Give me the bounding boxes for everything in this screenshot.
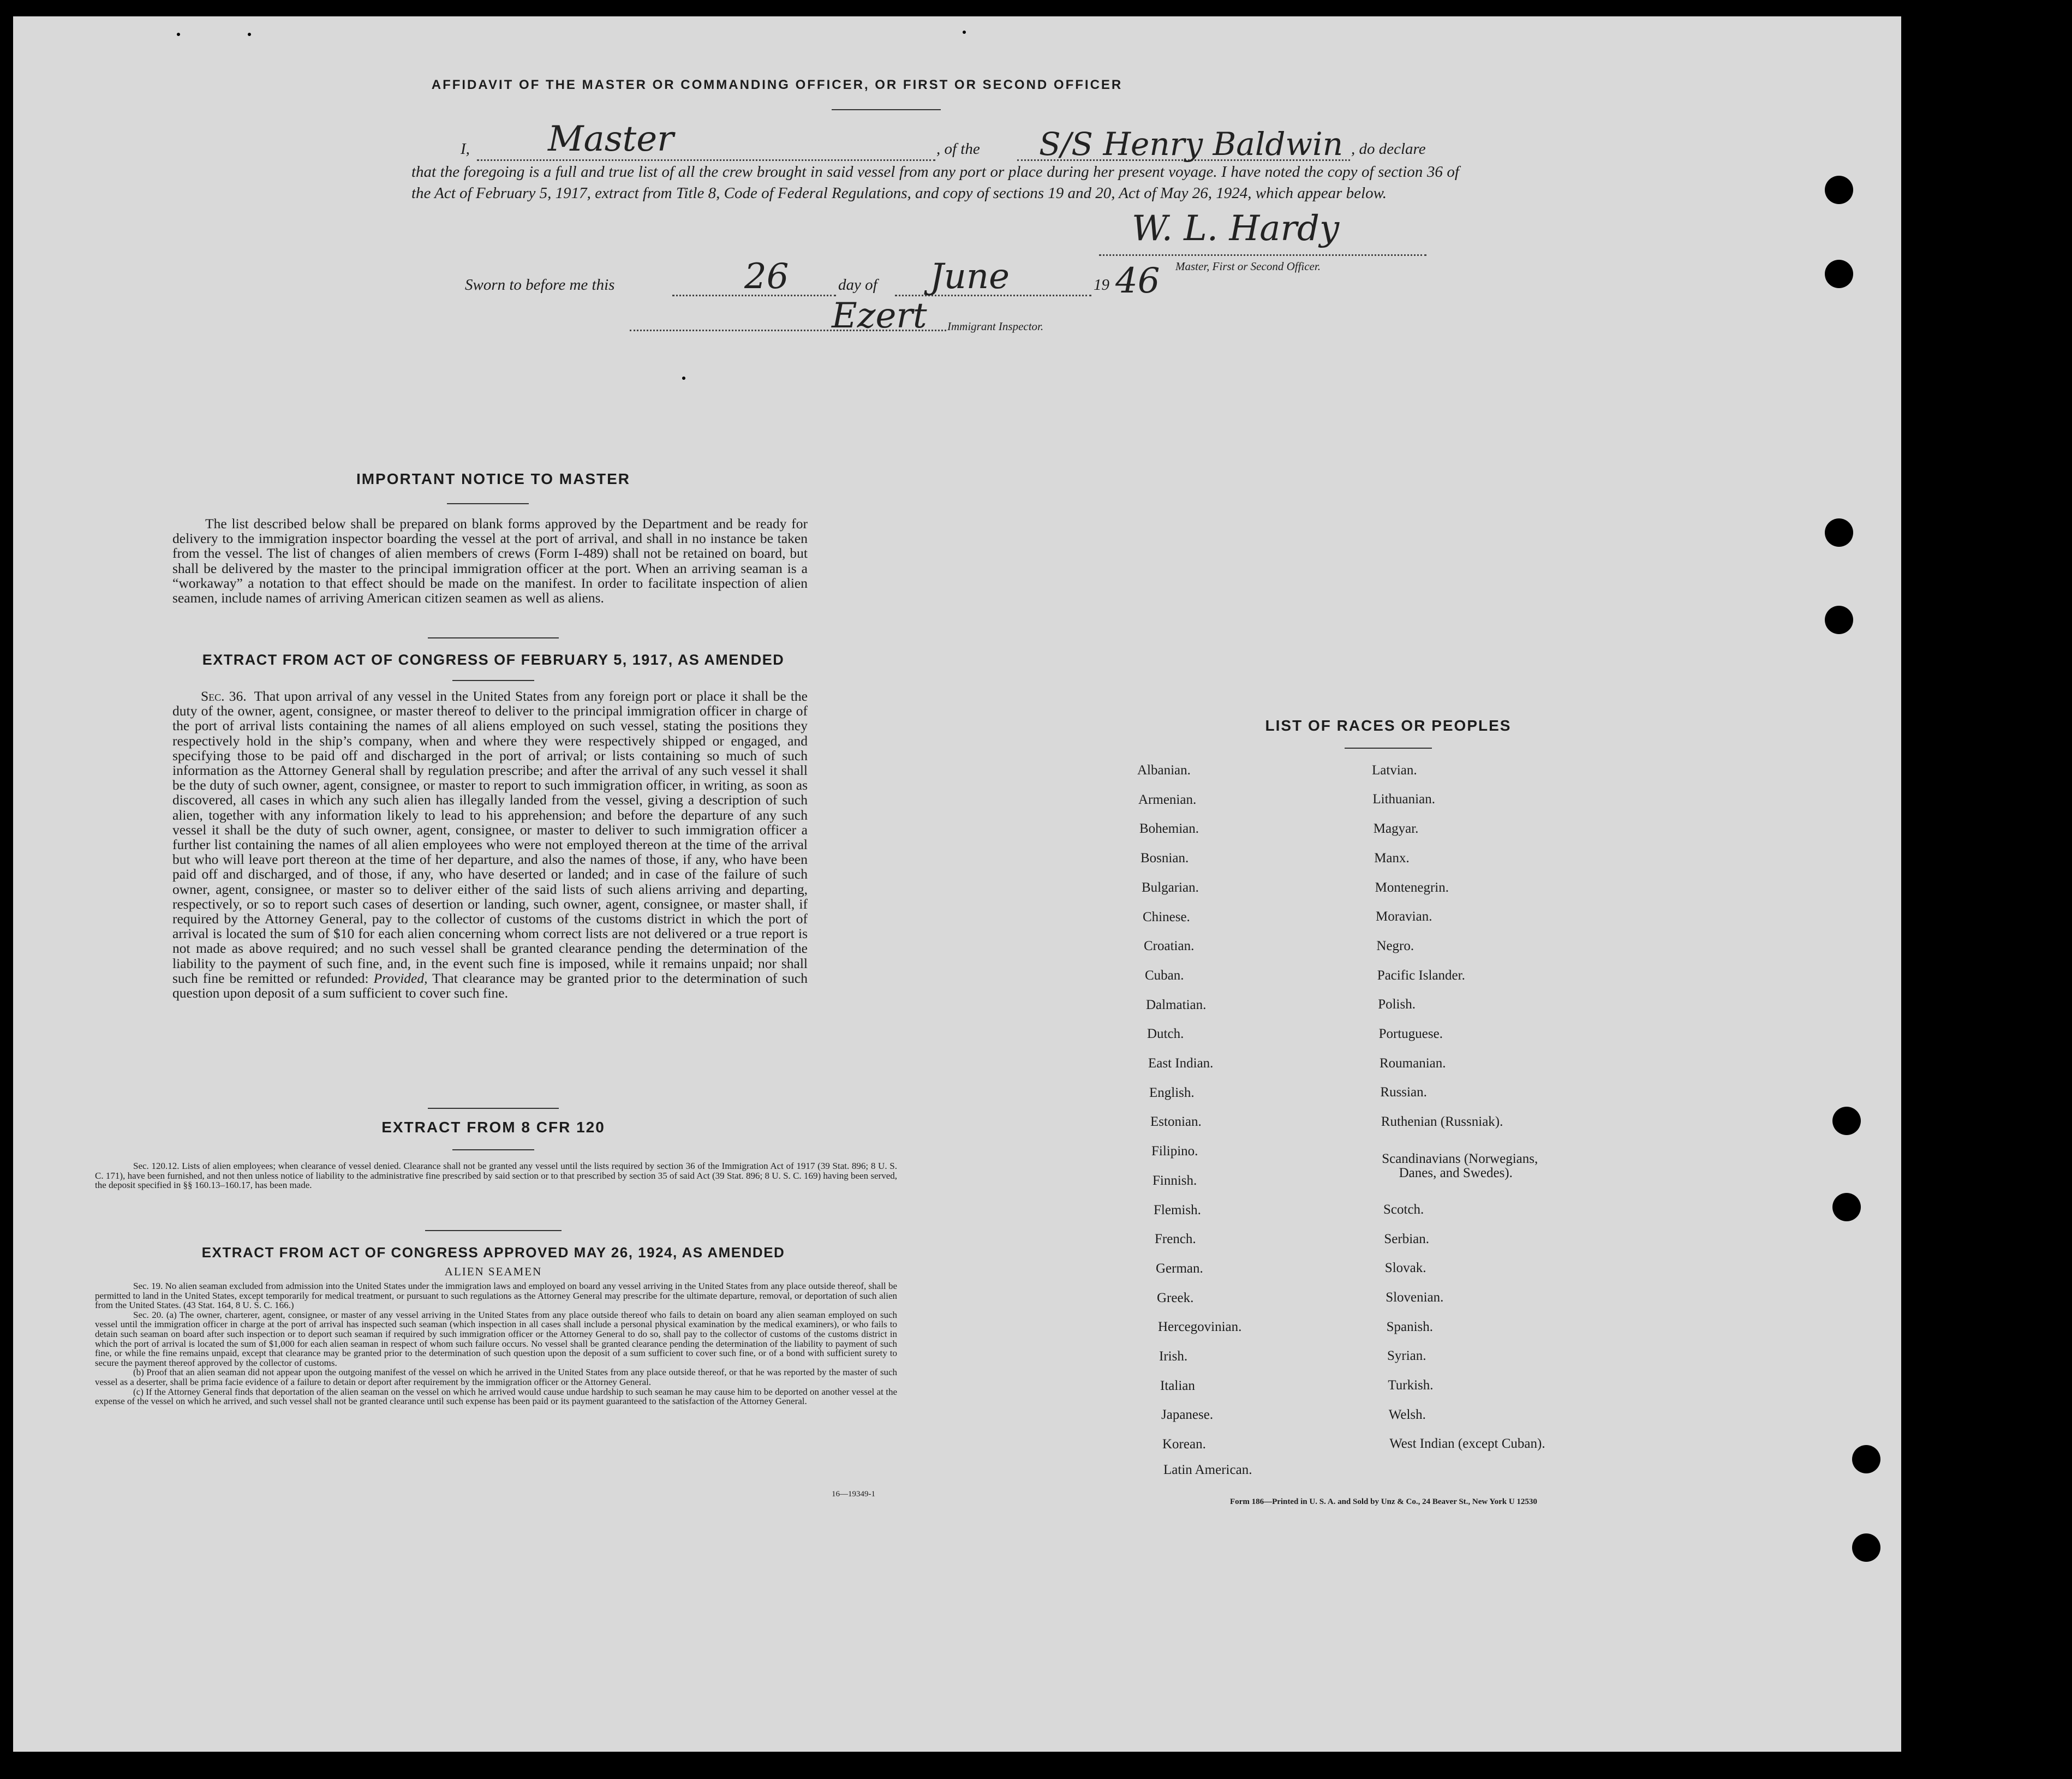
race-item: Chinese. bbox=[1143, 909, 1190, 924]
sec20a: Sec. 20. (a) The owner, charterer, agent, consignee, or master of any vessel arriving in the United States from any place outside thereof who fails to detain on board any alien seaman employed on such vessel until the immigration officer in charge at the port of arrival has inspected such seaman (which inspection in all cases shall include a personal physical examination by the medical examiners), or who fails to detain such seaman on board after such inspection or to deport such seaman if required by such immigration officer or the Attorney General to do so, shall pay to the collector of customs of the customs district in which the port of arrival is located the sum of $1,000 for each alien seaman in respect of whom such failure occurs. No vessel shall be granted clearance pending the determination of the liability to payment of such fine, or while the fine remains unpaid, except that clearance may be granted prior to the determination of such question upon the deposit of a sum sufficient to cover such fine, or of a bond with sufficient surety to secure the payment thereof approved by the collector of customs. bbox=[95, 1309, 897, 1368]
race-item: Bosnian. bbox=[1141, 851, 1189, 866]
race-item: Slovenian. bbox=[1386, 1290, 1444, 1305]
handwritten-day: 26 bbox=[744, 256, 789, 297]
affidavit-title: AFFIDAVIT OF THE MASTER OR COMMANDING OFFICER, OR FIRST OR SECOND OFFICER bbox=[431, 77, 1123, 92]
punch-hole bbox=[1825, 518, 1853, 547]
race-item: Manx. bbox=[1374, 851, 1410, 865]
race-item: Danes, and Swedes). bbox=[1399, 1166, 1513, 1180]
declare-mid: , of the bbox=[936, 140, 980, 158]
race-item: Greek. bbox=[1157, 1290, 1194, 1305]
race-item: West Indian (except Cuban). bbox=[1389, 1436, 1545, 1451]
race-item: Latin American. bbox=[1163, 1462, 1252, 1477]
race-item: Syrian. bbox=[1387, 1348, 1426, 1363]
race-item: Roumanian. bbox=[1380, 1056, 1446, 1071]
sworn-prefix: Sworn to before me this bbox=[465, 276, 615, 294]
master-signature: W. L. Hardy bbox=[1132, 208, 1340, 249]
race-item: Finnish. bbox=[1153, 1173, 1197, 1188]
provided: Provided, bbox=[373, 970, 428, 986]
race-item: English. bbox=[1149, 1085, 1195, 1100]
race-item: Scotch. bbox=[1383, 1202, 1424, 1217]
race-item: Polish. bbox=[1378, 997, 1416, 1012]
punch-hole bbox=[1825, 176, 1853, 204]
notice-title: IMPORTANT NOTICE TO MASTER bbox=[356, 470, 631, 487]
race-item: Montenegrin. bbox=[1375, 880, 1449, 895]
sec36-text: That upon arrival of any vessel in the United States from any foreign port or place it shall be the duty of the owner, agent, consignee, or master thereof to deliver to the principal immigration officer in charge of the port of arrival lists containing the names of all aliens employed on such vessel, stating the positions they respectively hold in the ship’s company, when and where they were respectively shipped or engaged, and specifying those to be paid off and discharged in the port of arrival; or lists containing so much of such information as the Attorney General shall by regulation prescribe; and after the arrival of any such vessel it shall be the duty of such owner, agent, consignee, or master to report to such immigration officer, in writing, as soon as discovered, all cases in which any such alien has illegally landed from the vessel, giving a description of such alien, together with any information likely to lead to his apprehension; and before the departure of any such vessel it shall be the duty of such owner, agent, consignee, or master to deliver to such immigration officer a further list containing the names of all alien employees who were not employed thereon at the time of the arrival but who will leave port thereon at the time of her departure, and also the names of those, if any, who have been paid off and discharged, and of those, if any, who have deserted or landed; and in case of the failure of such owner, agent, consignee, or master so to deliver either of the said lists of such aliens arriving and departing, respectively, or so to report such cases of desertion or landing, such owner, agent, consignee, or master shall, if required by the Attorney General, pay to the collector of customs of the customs district in which the port of arrival is located the sum of $10 for each alien concerning whom correct lists are not delivered or a true report is not made as above required; and no such vessel shall be granted clearance pending the determination of the liability to the payment of such fine, and, in the event such fine is imposed, while it remains unpaid; nor shall such fine be remitted or refunded: bbox=[172, 688, 808, 986]
extract-1924-body bbox=[95, 1281, 897, 1406]
race-item: Japanese. bbox=[1161, 1407, 1214, 1423]
race-item: Dutch. bbox=[1147, 1026, 1184, 1042]
race-item: Dalmatian. bbox=[1146, 997, 1207, 1012]
race-item: French. bbox=[1155, 1232, 1196, 1247]
race-item: Moravian. bbox=[1376, 909, 1432, 924]
sec19: Sec. 19. No alien seaman excluded from admission into the United States under the immigration laws and employed on board any vessel arriving in the United States from any place outside thereof, shall be permitted to land in the United States, except temporarily for medical treatment, or pursuant to such regulations as the Attorney General may prescribe for the ultimate departure, removal, or deportation of such alien from the United States. (43 Stat. 164, 8 U. S. C. 166.) bbox=[95, 1281, 897, 1311]
race-item: Irish. bbox=[1159, 1349, 1188, 1364]
printer-footer: Form 186—Printed in U. S. A. and Sold by Unz & Co., 24 Beaver St., New York U 12530 bbox=[1230, 1497, 1537, 1506]
sec36-text-end: That clearance may be granted prior to the determination of such question upon deposit of a sum sufficient to cover such fine. bbox=[172, 970, 808, 1001]
affidavit-body: that the foregoing is a full and true list of all the crew brought in said vessel from any port or place during her present voyage. I have noted the copy of section 36 of the Act of February 5, 1917, extract from Title 8, Code of Federal Regulations, and copy of sections 19 and 20, Act of May 26, 1924, which appear below. bbox=[411, 163, 1459, 202]
race-item: Russian. bbox=[1380, 1085, 1427, 1100]
divider bbox=[428, 1108, 559, 1109]
speck bbox=[963, 31, 966, 34]
master-line bbox=[1099, 254, 1426, 256]
race-item: Italian bbox=[1160, 1378, 1195, 1393]
master-label: Master, First or Second Officer. bbox=[1175, 260, 1321, 273]
inspector-signature: Ezert bbox=[832, 296, 927, 336]
sworn-day-label: day of bbox=[838, 276, 877, 294]
extract-1917-title: EXTRACT FROM ACT OF CONGRESS OF FEBRUARY 5, 1917, AS AMENDED bbox=[202, 652, 785, 668]
year-prefix: 19 bbox=[1094, 276, 1109, 294]
race-item: Croatian. bbox=[1144, 939, 1195, 954]
inspector-label: Immigrant Inspector. bbox=[947, 320, 1044, 333]
name-line bbox=[477, 159, 935, 161]
sec36-body bbox=[172, 689, 808, 1000]
speck bbox=[177, 33, 180, 36]
divider bbox=[428, 637, 559, 638]
race-item: Latvian. bbox=[1372, 763, 1417, 778]
title-rule bbox=[832, 109, 941, 110]
race-item: Cuban. bbox=[1145, 968, 1184, 983]
race-item: Ruthenian (Russniak). bbox=[1381, 1114, 1503, 1129]
extract-1924-subtitle: ALIEN SEAMEN bbox=[444, 1265, 542, 1278]
declare-prefix: I, bbox=[461, 140, 470, 158]
race-item: Spanish. bbox=[1386, 1320, 1434, 1334]
handwritten-name: Master bbox=[548, 119, 674, 159]
races-title: LIST OF RACES OR PEOPLES bbox=[1265, 717, 1512, 734]
punch-hole bbox=[1832, 1193, 1861, 1221]
race-item: Serbian. bbox=[1384, 1232, 1430, 1246]
sec20b: (b) Proof that an alien seaman did not appear upon the outgoing manifest of the vessel on which he arrived in the United States from any place outside thereof, or that he was reported by the master of such vessel as a deserter, shall be prima facie evidence of a failure to detain or deport after requirement by the immigration officer or the Attorney General. bbox=[95, 1367, 897, 1387]
race-item: Pacific Islander. bbox=[1377, 968, 1465, 983]
race-item: Turkish. bbox=[1388, 1378, 1434, 1393]
race-item: Bohemian. bbox=[1139, 821, 1199, 837]
race-item: East Indian. bbox=[1148, 1056, 1214, 1071]
form-page bbox=[13, 16, 1901, 1752]
race-item: Albanian. bbox=[1137, 763, 1191, 778]
race-item: Armenian. bbox=[1138, 792, 1197, 807]
race-item: Negro. bbox=[1376, 939, 1414, 953]
cfr-body: Sec. 120.12. Lists of alien employees; when clearance of vessel denied. Clearance shall not be granted any vessel until the lists required by section 36 of the Immigration Act of 1917 (39 Stat. 896; 8 U. S. C. 171), have been furnished, and not then unless notice of liability to the administrative fine prescribed by said section or to that prescribed by section 35 of said Act (39 Stat. 896; 8 U. S. C. 169) having been served, the deposit specified in §§ 160.13–160.17, has been made. bbox=[95, 1161, 897, 1191]
notice-rule bbox=[447, 503, 529, 504]
punch-hole bbox=[1852, 1445, 1880, 1473]
speck bbox=[248, 33, 251, 36]
notice-body: The list described below shall be prepared on blank forms approved by the Department and be ready for delivery to the immigration inspector boarding the vessel at the port of arrival, and shall in no instance be taken from the vessel. The list of changes of alien members of crews (Form I-489) shall not be retained on board, but shall be delivered by the master to the principal immigration officer at the port. When an arriving seaman is a “workaway” a notation to that effect should be made on the manifest. In order to facilitate inspection of alien seamen, include names of arriving American citizen seamen as well as aliens. bbox=[172, 516, 808, 606]
punch-hole bbox=[1832, 1107, 1861, 1135]
divider bbox=[425, 1230, 562, 1231]
race-item: Korean. bbox=[1162, 1437, 1206, 1452]
race-item: Estonian. bbox=[1150, 1114, 1202, 1130]
races-rule bbox=[1345, 748, 1432, 749]
punch-hole bbox=[1852, 1533, 1880, 1562]
sec36-label: Sec. 36. bbox=[201, 688, 247, 704]
punch-hole bbox=[1825, 606, 1853, 634]
inspector-line bbox=[630, 330, 946, 331]
race-item: Hercegovinian. bbox=[1158, 1320, 1242, 1335]
extract-1917-rule bbox=[452, 680, 534, 681]
speck bbox=[682, 377, 685, 380]
race-item: Slovak. bbox=[1384, 1261, 1426, 1275]
form-code: 16—19349-1 bbox=[832, 1490, 875, 1499]
race-item: German. bbox=[1156, 1261, 1203, 1276]
race-item: Filipino. bbox=[1151, 1144, 1198, 1159]
extract-1924-title: EXTRACT FROM ACT OF CONGRESS APPROVED MAY 26, 1924, AS AMENDED bbox=[201, 1244, 785, 1261]
race-item: Portuguese. bbox=[1378, 1026, 1443, 1041]
race-item: Lithuanian. bbox=[1372, 792, 1435, 807]
handwritten-month: June bbox=[930, 256, 1010, 297]
race-item: Flemish. bbox=[1154, 1202, 1201, 1217]
race-item: Welsh. bbox=[1388, 1407, 1426, 1422]
handwritten-vessel: S/S Henry Baldwin bbox=[1039, 126, 1343, 163]
race-item: Magyar. bbox=[1373, 821, 1419, 836]
punch-hole bbox=[1825, 260, 1853, 288]
handwritten-year: 46 bbox=[1115, 261, 1160, 301]
race-item: Bulgarian. bbox=[1142, 880, 1199, 895]
cfr-title: EXTRACT FROM 8 CFR 120 bbox=[381, 1119, 605, 1136]
race-item: Scandinavians (Norwegians, bbox=[1382, 1151, 1538, 1166]
sec20c: (c) If the Attorney General finds that deportation of the alien seaman on the vessel on which he arrived would cause undue hardship to such seaman he may cause him to be deported on another vessel at the expense of the vessel on which he arrived, and such vessel shall not be granted clearance until such expense has been paid or its payment guaranteed to the satisfaction of the Attorney General. bbox=[95, 1386, 897, 1407]
cfr-rule bbox=[452, 1149, 534, 1150]
declare-suffix: , do declare bbox=[1351, 140, 1426, 158]
